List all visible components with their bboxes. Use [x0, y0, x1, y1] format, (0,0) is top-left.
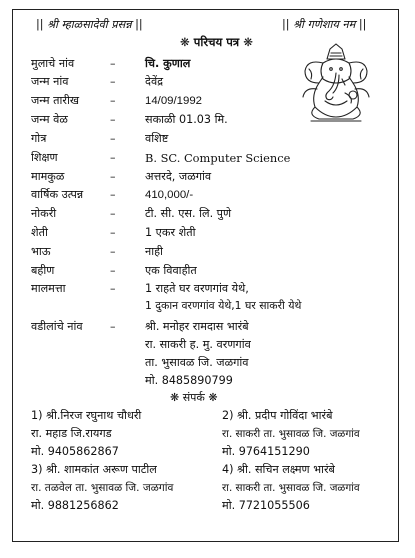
value-property-line2: 1 दुकान वरणगांव येथे,1 घर साकरी येथे — [145, 299, 302, 312]
value-name: चि. कुणाल — [145, 57, 191, 70]
left-invocation: || श्री म्हाळसादेवी प्रसन्न || — [36, 18, 143, 31]
value-birth-name: देवेंद्र — [145, 75, 164, 88]
value-annual-income: 410,000/- — [145, 189, 194, 201]
contact-2-phone: मो. 9764151290 — [222, 445, 310, 458]
separator: – — [110, 207, 116, 220]
value-farm: 1 एकर शेती — [145, 226, 196, 239]
label-birth-time: जन्म वेळ — [31, 113, 68, 126]
value-gotra: वशिष्ट — [145, 132, 169, 145]
separator: – — [110, 151, 116, 164]
value-brother: नाही — [145, 245, 163, 258]
separator: – — [110, 75, 116, 88]
value-birth-time: सकाळी 01.03 मि. — [145, 113, 228, 126]
contact-1-phone: मो. 9405862867 — [31, 445, 119, 458]
right-invocation: || श्री गणेशाय नम || — [282, 18, 367, 31]
value-job: टी. सी. एस. लि. पुणे — [145, 207, 232, 220]
label-sister: बहीण — [31, 264, 55, 277]
separator: – — [110, 113, 116, 126]
father-district: ता. भुसावळ जि. जळगांव — [145, 356, 249, 369]
label-maternal-family: मामकुळ — [31, 170, 65, 183]
value-birth-date: 14/09/1992 — [145, 95, 203, 107]
value-sister: एक विवाहीत — [145, 264, 197, 277]
separator: – — [110, 245, 116, 258]
label-annual-income: वार्षिक उत्पन्न — [31, 188, 84, 201]
contact-2-address: रा. साकरी ता. भुसावळ जि. जळगांव — [222, 428, 360, 440]
value-education: B. SC. Computer Science — [145, 151, 291, 165]
contact-3-name: 3) श्री. शामकांत अरूण पाटील — [31, 463, 157, 476]
contact-1-name: 1) श्री.निरज रघुनाथ चौधरी — [31, 409, 142, 422]
separator: – — [110, 264, 116, 277]
ganesha-illustration — [297, 43, 375, 123]
value-maternal-family: अत्तरदे, जळगांव — [145, 170, 212, 183]
label-birth-date: जन्म तारीख — [31, 94, 80, 107]
separator: – — [110, 170, 116, 183]
father-name: श्री. मनोहर रामदास भारंबे — [145, 320, 249, 333]
label-property: मालमत्ता — [31, 282, 66, 295]
label-brother: भाऊ — [31, 245, 51, 258]
label-gotra: गोत्र — [31, 132, 47, 145]
label-name: मुलाचे नांव — [31, 57, 75, 70]
separator: – — [110, 188, 116, 201]
page-title: ❋ परिचय पत्र ❋ — [180, 35, 253, 49]
separator: – — [110, 226, 116, 239]
label-father-name: वडीलांचे नांव — [31, 320, 83, 333]
contact-3-phone: मो. 9881256862 — [31, 499, 119, 512]
label-farm: शेती — [31, 226, 48, 239]
value-property: 1 राहते घर वरणगांव येथे, — [145, 282, 249, 295]
separator: – — [110, 132, 116, 145]
father-phone: मो. 8485890799 — [145, 374, 233, 387]
contact-1-address: रा. महाड जि.रायगड — [31, 427, 112, 440]
contact-4-phone: मो. 7721055506 — [222, 499, 310, 512]
contact-2-name: 2) श्री. प्रदीप गोविंदा भारंबे — [222, 409, 333, 422]
label-education: शिक्षण — [31, 151, 58, 164]
contact-4-name: 4) श्री. सचिन लक्ष्मण भारंबे — [222, 463, 335, 476]
father-residence: रा. साकरी ह. मु. वरणगांव — [145, 338, 251, 351]
label-birth-name: जन्म नांव — [31, 75, 69, 88]
separator: – — [110, 282, 116, 295]
separator: – — [110, 57, 116, 70]
contact-heading: ❋ संपर्क ❋ — [170, 391, 218, 404]
separator: – — [110, 320, 116, 333]
contact-4-address: रा. साकरी ता. भुसावळ जि. जळगांव — [222, 482, 360, 494]
separator: – — [110, 94, 116, 107]
label-job: नोकरी — [31, 207, 57, 220]
contact-3-address: रा. तळवेल ता. भुसावळ जि. जळगांव — [31, 482, 174, 494]
